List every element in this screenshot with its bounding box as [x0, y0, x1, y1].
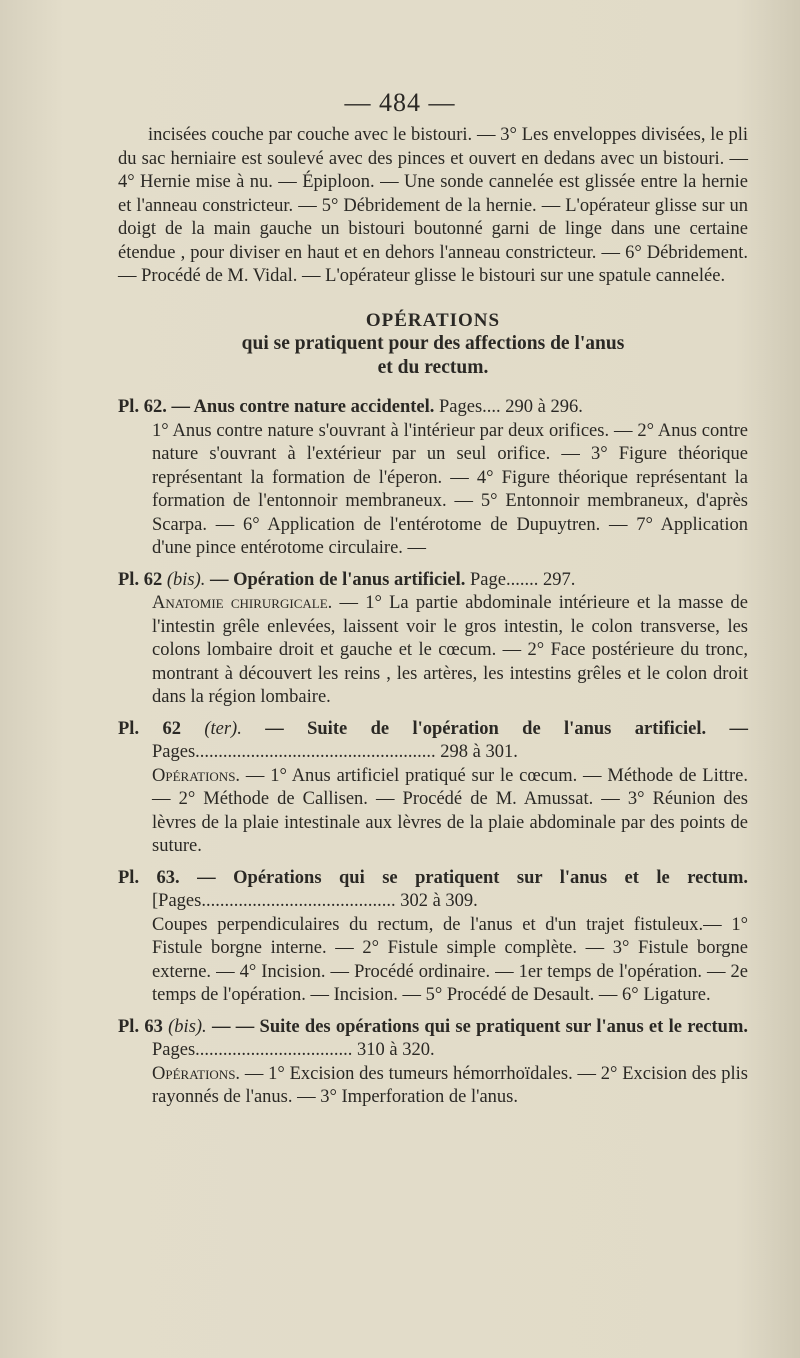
plate-entry-body: [118, 914, 748, 1008]
section-subheading: [118, 332, 748, 380]
section-subheading-line2: et du rectum.: [377, 357, 489, 378]
plate-title: — Opérations qui se pratiquent sur l'anus et le rectum.: [179, 867, 748, 888]
plate-number: Pl. 62: [118, 569, 163, 590]
page-number: — 484 —: [344, 88, 456, 117]
plate-number: Pl. 63: [118, 1016, 163, 1037]
plate-lead: Opérations.: [152, 1063, 241, 1084]
plate-title: — Anus contre nature accidentel.: [166, 397, 435, 417]
plate-title: — Suite de l'opération de l'anus artificiel. —: [241, 718, 748, 739]
plate-entry-header: [118, 1016, 748, 1063]
plate-description: 1° Anus contre nature s'ouvrant à l'intérieur par deux orifices. — 2° Anus contre nature s'ouvrant à l'extérieur par un seul orifice. — 3° Figure théorique représentant la formation de l'éperon. — 4° Figure théorique représentant la formation de l'entonnoir membraneux. — 5° Entonnoir membraneux, d'après Scarpa. — 6° Application de l'entérotome de Dupuytren. — 7° Application d'une pince entérotome circulaire. —: [152, 420, 748, 558]
section-heading: OPÉRATIONS: [365, 309, 501, 331]
plate-pages: [Pages.......................................... 302 à 309.: [152, 891, 478, 911]
plate-entry: [118, 718, 748, 859]
plate-entry-header: [118, 569, 748, 593]
intro-paragraph: incisées couche par couche avec le bistouri. — 3° Les enveloppes divisées, le pli du sac herniaire est soulevé avec des pinces et ouvert en dedans avec un bistouri. — 4° Hernie mise à nu. — Épiploon. — Une sonde cannelée est glissée entre la hernie et l'anneau constricteur. — 5° Débridement de la hernie. — L'opérateur glisse sur un doigt de la main gauche un bistouri boutonné garni de linge dans une certaine étendue , pour diviser en haut et en dehors l'anneau constricteur. — 6° Débridement. — Procédé de M. Vidal. — L'opérateur glisse le bistouri sur une spatule cannelée.: [118, 125, 748, 286]
plate-title: — — Suite des opérations qui se pratiquent sur l'anus et le rectum.: [206, 1016, 748, 1037]
plate-description: — 1° Excision des tumeurs hémorrhoïdales. — 2° Excision des plis rayonnés de l'anus. — 3° Imperforation de l'anus.: [152, 1063, 748, 1107]
plate-pages: Pages.................................. 310 à 320.: [152, 1040, 435, 1060]
plate-qualifier: (bis).: [162, 1016, 207, 1037]
plate-entry: [118, 1016, 748, 1110]
plate-entry-header: [118, 396, 748, 420]
plate-entry-header: [118, 718, 748, 765]
section-subheading-line1: qui se pratiquent pour des affections de l'anus: [241, 333, 625, 354]
plate-entry-body: [118, 1063, 748, 1110]
plate-entry-header: [118, 867, 748, 914]
plate-qualifier: (ter).: [180, 718, 242, 739]
plate-entry-body: [118, 592, 748, 710]
plate-number: Pl. 63.: [118, 867, 180, 888]
plate-pages: Pages.................................................... 298 à 301.: [152, 742, 518, 762]
plate-qualifier: (bis).: [162, 569, 206, 590]
plate-description: — 1° Anus artificiel pratiqué sur le cœcum. — Méthode de Littre. — 2° Méthode de Callisen. — Procédé de M. Amussat. — 3° Réunion des lèvres de la plaie intestinale aux lèvres de la plaie abdominale par des points de suture.: [152, 765, 748, 856]
plate-entry: [118, 396, 748, 561]
plate-pages: Pages.... 290 à 296.: [434, 397, 583, 417]
plate-entry: [118, 569, 748, 710]
plate-entry-body: [118, 420, 748, 561]
plate-number: Pl. 62: [118, 718, 181, 739]
plate-title: — Opération de l'anus artificiel.: [205, 569, 466, 590]
plate-description: — 1° La partie abdominale intérieure et la masse de l'intestin grêle enlevées, laissent voir le gros intestin, le colon transverse, les colons lombaire droit et gauche et le cœcum. — 2° Face postérieure du tronc, montrant à découvert les reins , les artères, les intestins grêles et le colon droit dans la région lombaire.: [152, 593, 748, 707]
plate-entry: [118, 867, 748, 1008]
plate-description: Coupes perpendiculaires du rectum, de l'anus et d'un trajet fistuleux.— 1° Fistule borgne interne. — 2° Fistule simple complète. — 3° Fistule borgne externe. — 4° Incision. — Procédé ordinaire. — 1er temps de l'opération. — 2e temps de l'opération. — Incision. — 5° Procédé de Desault. — 6° Ligature.: [152, 914, 748, 1005]
text-body: [118, 124, 748, 1110]
plate-entry-body: [118, 765, 748, 859]
plate-lead: Anatomie chirurgicale.: [152, 593, 333, 613]
plate-pages: Page....... 297.: [465, 569, 576, 590]
plate-number: Pl. 62.: [118, 397, 167, 417]
plate-lead: Opérations.: [152, 765, 241, 786]
